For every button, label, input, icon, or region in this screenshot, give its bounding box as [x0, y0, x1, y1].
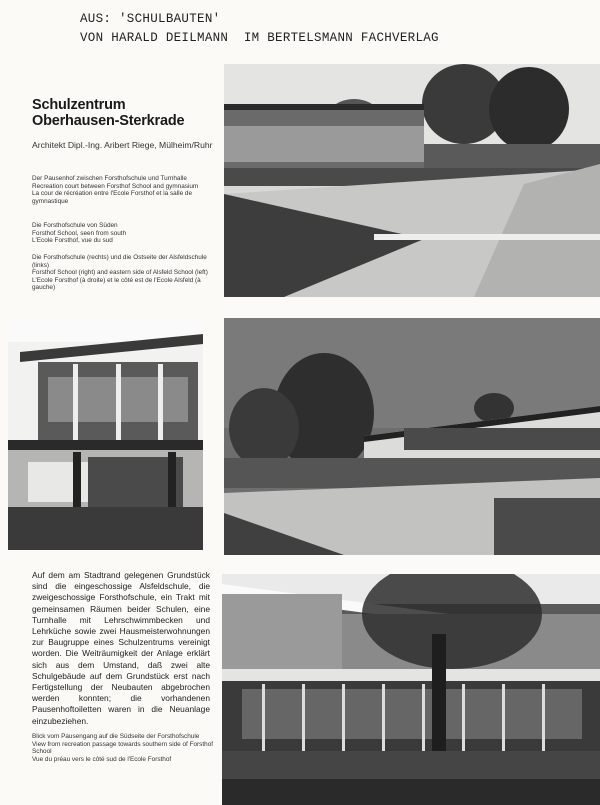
title-line2: Oberhausen-Sterkrade: [32, 113, 185, 129]
article-title: [32, 97, 222, 129]
caption-south-view-de: Die Forsthofschule von Süden: [32, 222, 118, 229]
title-line1: Schulzentrum: [32, 97, 126, 113]
source-header-line1: AUS: 'SCHULBAUTEN': [80, 12, 221, 26]
caption-recreation-passage-de: Blick vom Pausengang auf die Südseite der Forsthofschule: [32, 733, 200, 740]
photo-forsthof-alsfeld: [224, 318, 600, 555]
photo-recreation-court: [224, 64, 600, 297]
caption-recreation-court-en: Recreation court between Forsthof School and gymnasium: [32, 182, 199, 190]
source-header: [80, 10, 439, 48]
caption-east-side-en: Forsthof School (right) and eastern side of Alsfeld School (left): [32, 269, 208, 277]
caption-east-side-de: Die Forsthofschule (rechts) und die Ostseite der Alsfeldschule (links): [32, 254, 207, 269]
photo-forsthof-south: [8, 322, 203, 550]
caption-south-view-en: Forsthof School, seen from south: [32, 229, 127, 237]
architect-credit: Architekt Dipl.-Ing. Aribert Riege, Mülheim/Ruhr: [32, 140, 213, 150]
caption-recreation-court: [32, 175, 222, 205]
caption-recreation-court-fr: La cour de récréation entre l'Ecole Forsthof et la salle de gymnastique: [32, 190, 193, 205]
caption-east-side-fr: L'Ecole Forsthof (à droite) et le côté est de l'Ecole Alsfeld (à gauche): [32, 276, 201, 292]
caption-south-view: [32, 222, 222, 245]
photo-recreation-passage: [222, 574, 600, 805]
caption-recreation-court-de: Der Pausenhof zwischen Forsthofschule und Turnhalle: [32, 175, 187, 182]
source-header-line2: VON HARALD DEILMANN IM BERTELSMANN FACHVERLAG: [80, 31, 439, 45]
caption-recreation-passage-en: View from recreation passage towards southern side of Forsthof School: [32, 740, 214, 756]
caption-east-side: [32, 254, 222, 292]
caption-recreation-passage: [32, 733, 222, 763]
article-body: Auf dem am Stadtrand gelegenen Grundstück sind die eingeschossige Alsfeldschule, die zweigeschossige Forsthofschule, ein Trakt mit gemeinsamen Räumen beider Schulen, eine Turnhalle mit Lehrschwimmbecken und Lehrküche sowie zwei Hausmeisterwohnungen zur Baugruppe eines Schulzentrums vereinigt worden. Die Weiträumigkeit der Anlage erklärt sich aus dem Umstand, daß zwei alte Schulgebäude auf dem Grundstück erst nach Fertigstellung der Neubauten abgebrochen werden konnten; die vorhandenen Pausenhoftoiletten waren in die Neuanlage einzubeziehen.: [32, 570, 210, 726]
caption-south-view-fr: L'Ecole Forsthof, vue du sud: [32, 237, 113, 245]
caption-recreation-passage-fr: Vue du préau vers le côté sud de l'Ecole Forsthof: [32, 755, 172, 763]
